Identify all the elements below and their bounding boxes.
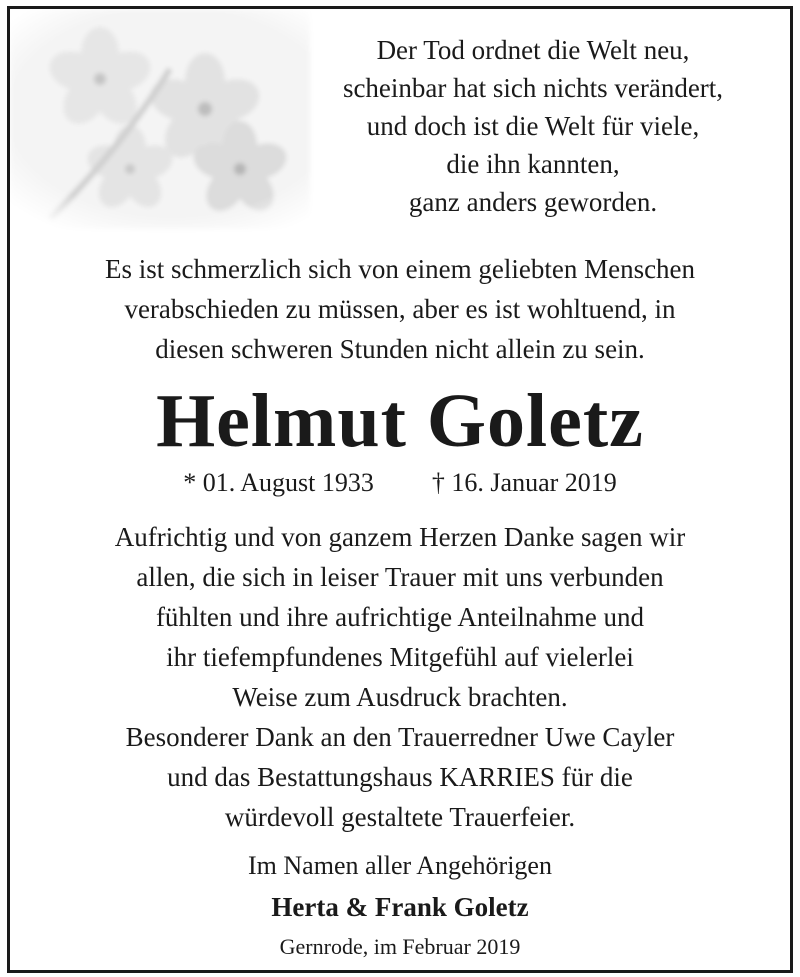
- intro-text: [10, 249, 790, 369]
- thanks-line: Weise zum Ausdruck brachten.: [232, 682, 568, 712]
- signature-label: Im Namen aller Angehörigen: [248, 851, 552, 880]
- special-thanks-line: würdevoll gestaltete Trauerfeier.: [224, 802, 576, 832]
- poem-line: ganz anders geworden.: [408, 187, 658, 217]
- poem-line: die ihn kannten,: [446, 149, 620, 179]
- birth-date: * 01. August 1933: [183, 468, 374, 497]
- special-thanks-text: [10, 717, 790, 837]
- special-thanks-line: Besonderer Dank an den Trauerredner Uwe Cayler: [125, 722, 675, 752]
- death-date: † 16. Januar 2019: [431, 468, 617, 497]
- thanks-line: allen, die sich in leiser Trauer mit uns verbunden: [136, 562, 664, 592]
- thanks-line: ihr tiefempfundenes Mitgefühl auf vielerlei: [166, 642, 634, 672]
- thanks-text: [10, 517, 790, 717]
- obituary-frame: [7, 6, 793, 973]
- intro-line: verabschieden zu müssen, aber es ist wohltuend, in: [124, 294, 676, 324]
- thanks-line: Aufrichtig und von ganzem Herzen Danke sagen wir: [114, 522, 686, 552]
- poem-line: Der Tod ordnet die Welt neu,: [376, 35, 690, 65]
- poem-line: und doch ist die Welt für viele,: [366, 111, 700, 141]
- special-thanks-line: und das Bestattungshaus KARRIES für die: [167, 762, 633, 792]
- poem-line: scheinbar hat sich nichts verändert,: [342, 73, 724, 103]
- signature-names: Herta & Frank Goletz: [271, 892, 529, 922]
- intro-line: diesen schweren Stunden nicht allein zu sein.: [155, 334, 645, 364]
- thanks-line: fühlten und ihre aufrichtige Anteilnahme und: [155, 602, 645, 632]
- deceased-name: Helmut Goletz: [156, 379, 644, 463]
- life-dates: [10, 464, 790, 502]
- intro-line: Es ist schmerzlich sich von einem geliebten Menschen: [104, 254, 696, 284]
- place-and-date: Gernrode, im Februar 2019: [279, 934, 521, 959]
- poem: [268, 31, 793, 221]
